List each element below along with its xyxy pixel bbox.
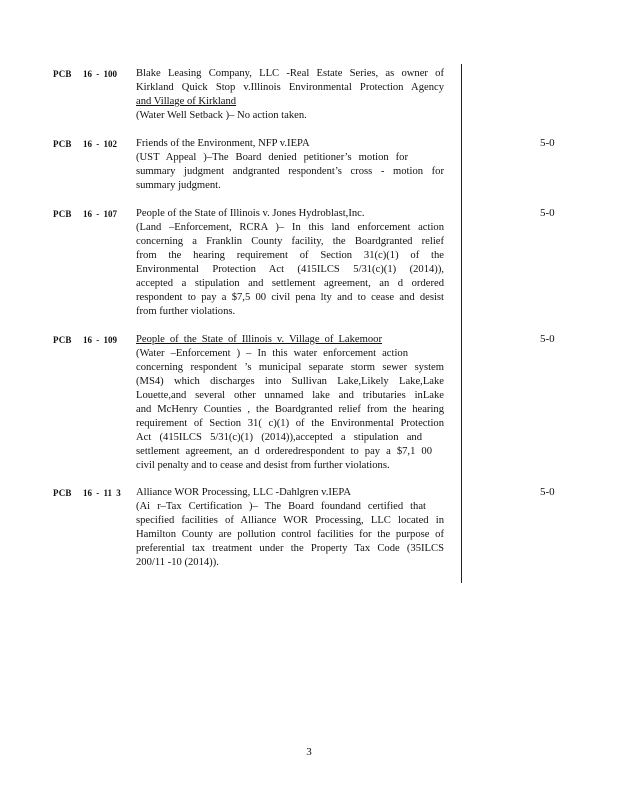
description-line: Environmental Protection Act (415ILCS 5/31(c)(1) (2014)),	[136, 264, 444, 275]
case-number: 16 - 107	[83, 209, 117, 219]
description-line: and McHenry Counties , the Boardgranted relief from the hearing	[136, 404, 444, 415]
page-number: 3	[306, 746, 312, 758]
vote-count: 5-0	[540, 333, 555, 345]
description-line: People of the State of Illinois v. Jones Hydroblast,Inc.	[136, 208, 365, 219]
description-line: concerning respondent ’s municipal separate storm sewer system	[136, 362, 444, 373]
description-line: summary judgment.	[136, 180, 221, 191]
column-divider	[461, 64, 462, 583]
case-number: 16 - 100	[83, 69, 117, 79]
description-line: Act (415ILCS 5/31(c)(1) (2014)),accepted a stipulation and	[136, 432, 422, 443]
description-line: (MS4) which discharges into Sullivan Lake,Likely Lake,Lake	[136, 376, 444, 387]
description-line: Alliance WOR Processing, LLC -Dahlgren v.IEPA	[136, 487, 351, 498]
description-line: (Land –Enforcement, RCRA )– In this land enforcement action	[136, 222, 444, 233]
description-line: 200/11 -10 (2014)).	[136, 557, 219, 568]
description-line: (Water Well Setback )– No action taken.	[136, 110, 307, 121]
description-line: specified facilities of Alliance WOR Processing, LLC located in	[136, 515, 444, 526]
case-description	[136, 333, 444, 473]
case-description	[136, 207, 444, 319]
case-description	[136, 486, 444, 570]
description-line: from the hearing requirement of Section 31(c)(1) of the	[136, 250, 444, 261]
docket-prefix: PCB	[53, 335, 72, 345]
description-line: summary judgment andgranted respondent’s cross - motion for	[136, 166, 444, 177]
description-line: settlement agreement, an d orderedrespondent to pay a $7,1 00	[136, 446, 432, 457]
case-description	[136, 137, 444, 193]
case-number: 16 - 11 3	[83, 488, 121, 498]
description-line: requirement of Section 31( c)(1) of the Environmental Protection	[136, 418, 444, 429]
description-line: (Water –Enforcement ) – In this water enforcement action	[136, 348, 408, 359]
docket-prefix: PCB	[53, 209, 72, 219]
description-line: People of the State of Illinois v. Village of Lakemoor	[136, 334, 382, 345]
description-line: respondent to pay a $7,5 00 civil pena lty and to cease and desist	[136, 292, 444, 303]
vote-count: 5-0	[540, 137, 555, 149]
description-line: from further violations.	[136, 306, 236, 317]
vote-count: 5-0	[540, 207, 555, 219]
case-number: 16 - 109	[83, 335, 117, 345]
docket-prefix: PCB	[53, 139, 72, 149]
description-line: (Ai r–Tax Certification )– The Board foundand certified that	[136, 501, 426, 512]
description-line: concerning a Franklin County facility, the Boardgranted relief	[136, 236, 444, 247]
description-line: preferential tax treatment under the Property Tax Code (35ILCS	[136, 543, 444, 554]
description-line: Hamilton County are pollution control facilities for the purpose of	[136, 529, 444, 540]
vote-count: 5-0	[540, 486, 555, 498]
description-line: Friends of the Environment, NFP v.IEPA	[136, 138, 310, 149]
description-line: Louette,and several other unnamed lake and tributaries inLake	[136, 390, 444, 401]
case-number: 16 - 102	[83, 139, 117, 149]
description-line: civil penalty and to cease and desist from further violations.	[136, 460, 390, 471]
docket-prefix: PCB	[53, 488, 72, 498]
docket-prefix: PCB	[53, 69, 72, 79]
description-line: Blake Leasing Company, LLC -Real Estate Series, as owner of	[136, 68, 444, 79]
description-line: Kirkland Quick Stop v.Illinois Environmental Protection Agency	[136, 82, 444, 93]
case-description	[136, 67, 444, 123]
description-line: and Village of Kirkland	[136, 96, 237, 107]
description-line: (UST Appeal )–The Board denied petitioner’s motion for	[136, 152, 408, 163]
description-line: accepted a stipulation and settlement agreement, an d ordered	[136, 278, 444, 289]
